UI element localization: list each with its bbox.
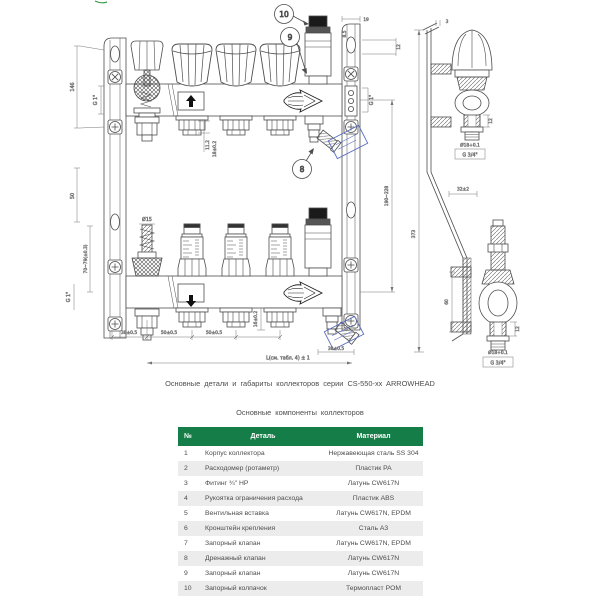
row-material: Латунь CW617N — [347, 555, 400, 562]
callout-8: 8 — [299, 164, 305, 174]
left-bracket — [104, 38, 126, 338]
supply-outlets — [176, 116, 296, 135]
table-title: Основные компоненты коллекторов — [236, 408, 364, 417]
row-material: Латунь CW617N — [347, 480, 400, 487]
row-material: Термопласт POM — [345, 585, 402, 592]
front-view — [104, 16, 368, 350]
row-num: 9 — [184, 570, 188, 577]
table-row — [178, 536, 423, 551]
callout-10: 10 — [279, 9, 289, 19]
table-row — [178, 521, 423, 536]
table-row — [178, 506, 423, 521]
row-part: Запорный клапан — [205, 540, 261, 547]
dim-12-sv-bottom: 12 — [516, 326, 521, 332]
row-material: Пластик ABS — [352, 495, 395, 502]
drain-valve-top — [305, 116, 341, 152]
row-part: Корпус коллектора — [205, 450, 265, 457]
dim-60: 60 — [445, 299, 450, 305]
dim-dia18-top: Ø18+0.1 — [460, 143, 480, 149]
row-material: Сталь A3 — [358, 525, 389, 532]
dim-g1-top-left: G 1" — [94, 94, 99, 106]
header-material: Материал — [356, 433, 391, 440]
header-part: Деталь — [250, 433, 276, 440]
dim-8-5: 8.5 — [343, 30, 348, 38]
row-num: 5 — [184, 510, 188, 517]
row-num: 6 — [184, 525, 188, 532]
row-part: Дренажный клапан — [205, 555, 266, 562]
side-valve-top — [452, 30, 492, 140]
row-num: 2 — [184, 465, 188, 472]
table-row — [178, 491, 423, 506]
dim-146: 146 — [71, 82, 76, 92]
rotameters — [178, 224, 294, 276]
callout-9: 9 — [287, 32, 293, 42]
row-material: Пластик PA — [355, 465, 392, 472]
dim-70-79: 70~79(±0.3) — [84, 244, 89, 274]
dim-g34-bottom: G 3/4" — [490, 361, 506, 367]
dim-16-02: 16±0.2 — [254, 310, 259, 328]
header-num: № — [184, 433, 192, 440]
air-vent-bottom — [305, 208, 331, 276]
row-material: Латунь CW617N — [347, 570, 400, 577]
table-row — [178, 551, 423, 566]
valve-knobs — [172, 44, 300, 86]
dim-38-right: 38±0.5 — [327, 347, 345, 352]
right-bracket — [342, 24, 360, 330]
table-row — [178, 476, 423, 491]
cutaway-valve-top — [131, 41, 163, 141]
row-material: Латунь CW617N, EPDM — [336, 510, 411, 517]
table-row — [178, 446, 423, 461]
row-num: 10 — [184, 585, 192, 592]
row-num: 8 — [184, 555, 188, 562]
dim-18-02: 18±0.2 — [213, 140, 218, 158]
dim-50-a: 50±0.5 — [160, 331, 178, 336]
dim-50-b: 50±0.5 — [205, 331, 223, 336]
row-part: Запорный колпачок — [205, 585, 267, 592]
row-part: Расходомер (ротаметр) — [205, 465, 280, 472]
row-material: Латунь CW617N, EPDM — [336, 540, 411, 547]
dim-12-bracket: 12 — [397, 44, 402, 50]
dim-19: 19 — [363, 18, 369, 23]
components-table — [178, 427, 423, 596]
dim-190-228: 190~228 — [385, 185, 390, 207]
dim-50: 50 — [71, 192, 76, 200]
dim-3: 3 — [445, 20, 449, 25]
dim-g1-bottom-left: G 1" — [67, 291, 72, 303]
dim-dia18-bottom: Ø18+0.1 — [488, 351, 508, 356]
return-bar — [126, 276, 342, 308]
row-part: Запорный клапан — [205, 570, 261, 577]
dim-g1-top-right: G 1" — [370, 94, 375, 106]
dim-12-sv-top: 12 — [489, 118, 494, 124]
row-num: 4 — [184, 495, 188, 502]
table-row — [178, 566, 423, 581]
dim-38-left: 38±0.5 — [120, 331, 138, 336]
row-part: Фитинг ¾" НР — [205, 480, 249, 487]
table-header-row — [178, 427, 423, 446]
table-row — [178, 581, 423, 596]
row-part: Кронштейн крепления — [205, 525, 276, 532]
green-artifact — [95, 1, 107, 3]
air-vent-top — [305, 16, 331, 84]
row-material: Нержавеющая сталь SS 304 — [328, 450, 419, 457]
row-num: 1 — [184, 450, 188, 457]
drawing-caption: Основные детали и габариты коллекторов серии CS-550-xx ARROWHEAD — [165, 379, 435, 388]
side-view — [423, 23, 517, 350]
row-num: 7 — [184, 540, 188, 547]
dim-dia15: Ø15 — [142, 218, 152, 223]
row-part: Вентильная вставка — [205, 510, 269, 517]
dim-32: 32±2 — [456, 187, 470, 193]
row-num: 3 — [184, 480, 188, 487]
dim-373: 373 — [412, 229, 417, 239]
dim-g34-top: G 3/4" — [462, 153, 478, 159]
row-part: Рукоятка ограничения расхода — [205, 495, 303, 502]
side-valve-bottom — [479, 220, 517, 350]
return-outlets — [176, 308, 296, 327]
table-row — [178, 461, 423, 476]
dim-length-L: L(см. табл. 4) ± 1 — [266, 356, 310, 362]
dim-11-2: 11.2 — [206, 140, 211, 150]
